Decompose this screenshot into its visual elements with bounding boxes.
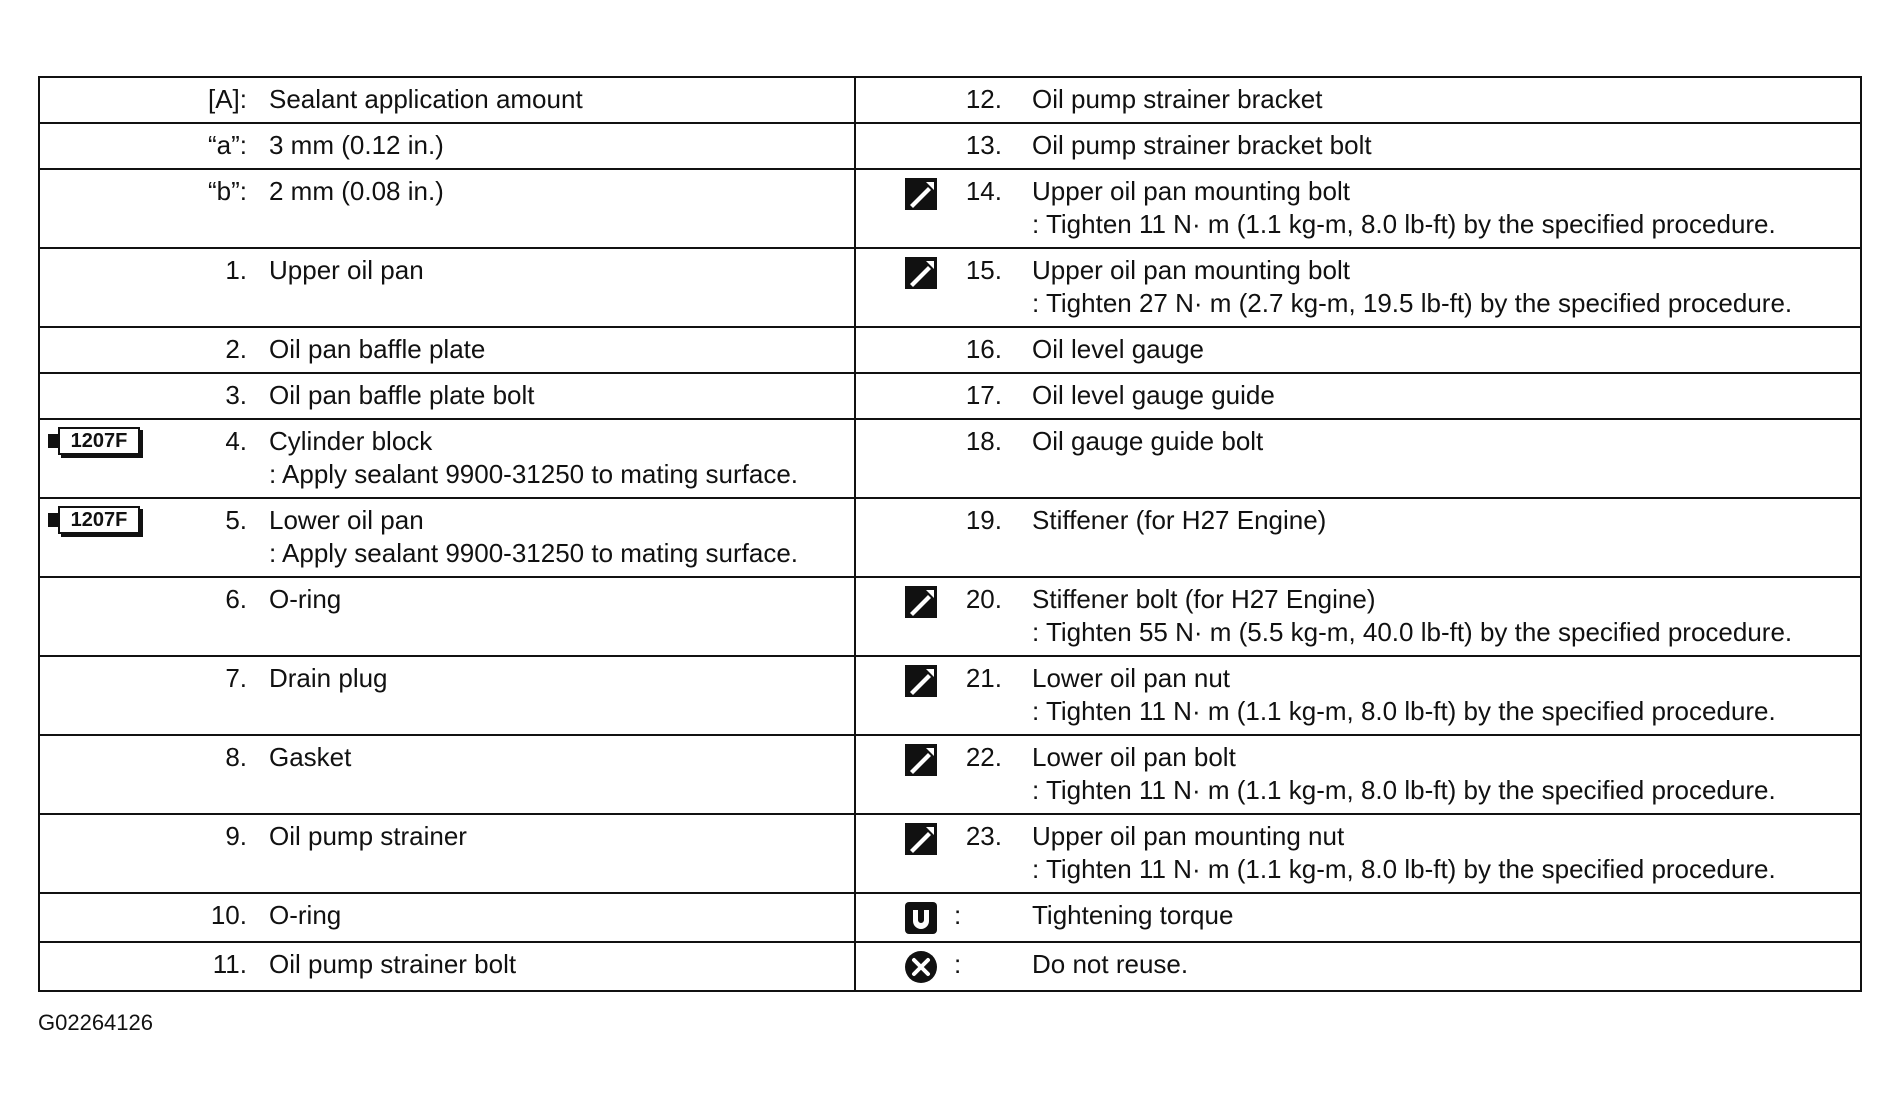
sealant-code: 1207F bbox=[58, 506, 140, 534]
icon-slot bbox=[40, 741, 192, 743]
legend-row bbox=[39, 814, 1861, 893]
item-label: Upper oil pan mounting bolt bbox=[1032, 255, 1350, 285]
legend-row bbox=[39, 327, 1861, 373]
item-description bbox=[1002, 741, 1852, 807]
legend-row bbox=[39, 577, 1861, 656]
item-description bbox=[1002, 83, 1852, 116]
item-number: 7. bbox=[225, 663, 247, 693]
legend-row bbox=[39, 656, 1861, 735]
legend-cell-left bbox=[39, 656, 855, 735]
item-label: O-ring bbox=[269, 584, 342, 614]
legend-cell-right bbox=[855, 814, 1861, 893]
item-label: 3 mm (0.12 in.) bbox=[269, 130, 444, 160]
item-description bbox=[247, 504, 846, 570]
item-note: : Tighten 11 N· m (1.1 kg-m, 8.0 lb-ft) by the specified procedure. bbox=[1032, 696, 1776, 726]
item-number: 23. bbox=[965, 821, 1002, 851]
item-description bbox=[247, 379, 846, 412]
item-description bbox=[1002, 254, 1852, 320]
item-note: : Tighten 11 N· m (1.1 kg-m, 8.0 lb-ft) by the specified procedure. bbox=[1032, 209, 1776, 239]
item-description bbox=[1002, 583, 1852, 649]
item-label: Upper oil pan mounting nut bbox=[1032, 821, 1345, 851]
item-label: Stiffener bolt (for H27 Engine) bbox=[1032, 584, 1376, 614]
item-description bbox=[1002, 948, 1852, 981]
legend-cell-left bbox=[39, 893, 855, 942]
legend-row bbox=[39, 419, 1861, 498]
icon-slot bbox=[40, 899, 192, 901]
torque-wrench-icon bbox=[856, 254, 942, 290]
torque-wrench-icon bbox=[856, 175, 942, 211]
item-description bbox=[1002, 662, 1852, 728]
legend-row bbox=[39, 498, 1861, 577]
icon-slot bbox=[856, 333, 942, 335]
item-label: Oil pump strainer bracket bbox=[1032, 84, 1323, 114]
legend-row bbox=[39, 373, 1861, 419]
icon-slot bbox=[40, 820, 192, 822]
legend-cell-right bbox=[855, 735, 1861, 814]
item-number: 16. bbox=[965, 334, 1002, 364]
legend-cell-right bbox=[855, 656, 1861, 735]
item-description bbox=[247, 820, 846, 853]
item-description bbox=[247, 662, 846, 695]
icon-slot bbox=[856, 425, 942, 427]
item-description bbox=[247, 254, 846, 287]
item-label: Oil level gauge guide bbox=[1032, 380, 1275, 410]
item-number: 19. bbox=[965, 505, 1002, 535]
item-description bbox=[247, 425, 846, 491]
item-note: : Apply sealant 9900-31250 to mating surface. bbox=[269, 538, 799, 568]
item-number: : bbox=[954, 949, 962, 979]
icon-slot bbox=[40, 379, 192, 381]
legend-cell-right bbox=[855, 498, 1861, 577]
legend-cell-left bbox=[39, 735, 855, 814]
icon-slot bbox=[40, 175, 192, 177]
icon-slot bbox=[40, 662, 192, 664]
legend-row bbox=[39, 169, 1861, 248]
legend-cell-right bbox=[855, 123, 1861, 169]
legend-cell-left bbox=[39, 498, 855, 577]
icon-slot bbox=[856, 129, 942, 131]
item-number: 20. bbox=[965, 584, 1002, 614]
legend-row bbox=[39, 942, 1861, 991]
item-description bbox=[1002, 129, 1852, 162]
legend-cell-right bbox=[855, 77, 1861, 123]
legend-cell-right bbox=[855, 419, 1861, 498]
item-number: 3. bbox=[225, 380, 247, 410]
legend-row bbox=[39, 893, 1861, 942]
item-number: 12. bbox=[965, 84, 1002, 114]
item-label: Oil gauge guide bolt bbox=[1032, 426, 1264, 456]
item-label: Upper oil pan bbox=[269, 255, 424, 285]
torque-wrench-icon bbox=[856, 583, 942, 619]
sealant-1207f-icon bbox=[40, 425, 192, 455]
item-note: : Tighten 11 N· m (1.1 kg-m, 8.0 lb-ft) by the specified procedure. bbox=[1032, 854, 1776, 884]
item-label: Lower oil pan nut bbox=[1032, 663, 1231, 693]
item-label: Lower oil pan bbox=[269, 505, 424, 535]
item-number: 13. bbox=[965, 130, 1002, 160]
item-description bbox=[1002, 379, 1852, 412]
sealant-1207f-icon bbox=[40, 504, 192, 534]
item-number: 9. bbox=[225, 821, 247, 851]
icon-slot bbox=[40, 254, 192, 256]
item-description bbox=[1002, 504, 1852, 537]
legend-cell-right bbox=[855, 169, 1861, 248]
item-label: Sealant application amount bbox=[269, 84, 583, 114]
item-label: Oil level gauge bbox=[1032, 334, 1204, 364]
item-label: Oil pan baffle plate bbox=[269, 334, 486, 364]
legend-cell-right bbox=[855, 577, 1861, 656]
item-description bbox=[1002, 899, 1852, 932]
legend-cell-left bbox=[39, 942, 855, 991]
do-not-reuse-icon bbox=[856, 948, 942, 984]
item-label: Oil pump strainer bbox=[269, 821, 467, 851]
icon-slot bbox=[40, 333, 192, 335]
item-label: Cylinder block bbox=[269, 426, 433, 456]
item-number: 10. bbox=[210, 900, 247, 930]
item-description bbox=[247, 83, 846, 116]
icon-slot bbox=[856, 83, 942, 85]
item-number: 11. bbox=[212, 949, 247, 979]
item-description bbox=[247, 899, 846, 932]
item-description bbox=[1002, 425, 1852, 458]
torque-wrench-icon bbox=[856, 662, 942, 698]
item-description bbox=[1002, 820, 1852, 886]
item-label: Oil pump strainer bracket bolt bbox=[1032, 130, 1372, 160]
legend-row bbox=[39, 735, 1861, 814]
item-number: 6. bbox=[225, 584, 247, 614]
legend-cell-left bbox=[39, 123, 855, 169]
legend-cell-left bbox=[39, 814, 855, 893]
torque-wrench-icon bbox=[856, 820, 942, 856]
item-note: : Tighten 11 N· m (1.1 kg-m, 8.0 lb-ft) by the specified procedure. bbox=[1032, 775, 1776, 805]
item-description bbox=[247, 741, 846, 774]
item-label: Upper oil pan mounting bolt bbox=[1032, 176, 1350, 206]
sealant-code: 1207F bbox=[58, 427, 140, 455]
legend-cell-left bbox=[39, 77, 855, 123]
item-description bbox=[1002, 333, 1852, 366]
legend-row bbox=[39, 77, 1861, 123]
legend-cell-right bbox=[855, 248, 1861, 327]
legend-cell-right bbox=[855, 942, 1861, 991]
item-label: 2 mm (0.08 in.) bbox=[269, 176, 444, 206]
figure-id: G02264126 bbox=[38, 1010, 153, 1035]
legend-body bbox=[39, 77, 1861, 991]
item-description bbox=[1002, 175, 1852, 241]
item-label: Oil pan baffle plate bolt bbox=[269, 380, 535, 410]
item-number: 22. bbox=[965, 742, 1002, 772]
item-note: : Tighten 55 N· m (5.5 kg-m, 40.0 lb-ft) by the specified procedure. bbox=[1032, 617, 1793, 647]
item-number: 1. bbox=[225, 255, 247, 285]
item-description bbox=[247, 333, 846, 366]
legend-row bbox=[39, 123, 1861, 169]
item-number: 17. bbox=[965, 380, 1002, 410]
item-number: 2. bbox=[225, 334, 247, 364]
item-label: O-ring bbox=[269, 900, 342, 930]
legend-cell-right bbox=[855, 373, 1861, 419]
item-description bbox=[247, 175, 846, 208]
legend-table bbox=[38, 76, 1862, 992]
legend-cell-left bbox=[39, 373, 855, 419]
item-label: Do not reuse. bbox=[1032, 949, 1189, 979]
legend-row bbox=[39, 248, 1861, 327]
item-number: 21. bbox=[965, 663, 1002, 693]
icon-slot bbox=[40, 129, 192, 131]
item-number: “a”: bbox=[208, 130, 247, 160]
item-number: : bbox=[954, 900, 962, 930]
legend-cell-right bbox=[855, 327, 1861, 373]
item-number: 5. bbox=[225, 505, 247, 535]
item-description bbox=[247, 583, 846, 616]
item-number: 15. bbox=[965, 255, 1002, 285]
item-label: Drain plug bbox=[269, 663, 388, 693]
legend-cell-left bbox=[39, 248, 855, 327]
torque-wrench-icon bbox=[856, 741, 942, 777]
legend-cell-right bbox=[855, 893, 1861, 942]
item-label: Lower oil pan bolt bbox=[1032, 742, 1236, 772]
icon-slot bbox=[856, 379, 942, 381]
item-note: : Tighten 27 N· m (2.7 kg-m, 19.5 lb-ft) by the specified procedure. bbox=[1032, 288, 1793, 318]
item-description bbox=[247, 129, 846, 162]
icon-slot bbox=[40, 83, 192, 85]
item-number: 8. bbox=[225, 742, 247, 772]
item-label: Oil pump strainer bolt bbox=[269, 949, 517, 979]
legend-cell-left bbox=[39, 577, 855, 656]
legend-cell-left bbox=[39, 169, 855, 248]
item-number: 4. bbox=[225, 426, 247, 456]
item-label: Gasket bbox=[269, 742, 352, 772]
item-note: : Apply sealant 9900-31250 to mating surface. bbox=[269, 459, 799, 489]
legend-cell-left bbox=[39, 419, 855, 498]
item-number: “b”: bbox=[208, 176, 247, 206]
icon-slot bbox=[40, 948, 192, 950]
item-number: 18. bbox=[965, 426, 1002, 456]
item-number: 14. bbox=[965, 176, 1002, 206]
icon-slot bbox=[856, 504, 942, 506]
icon-slot bbox=[40, 583, 192, 585]
item-label: Stiffener (for H27 Engine) bbox=[1032, 505, 1327, 535]
tightening-torque-icon bbox=[856, 899, 942, 935]
item-number: [A]: bbox=[207, 84, 247, 114]
legend-cell-left bbox=[39, 327, 855, 373]
item-description bbox=[247, 948, 846, 981]
item-label: Tightening torque bbox=[1032, 900, 1234, 930]
